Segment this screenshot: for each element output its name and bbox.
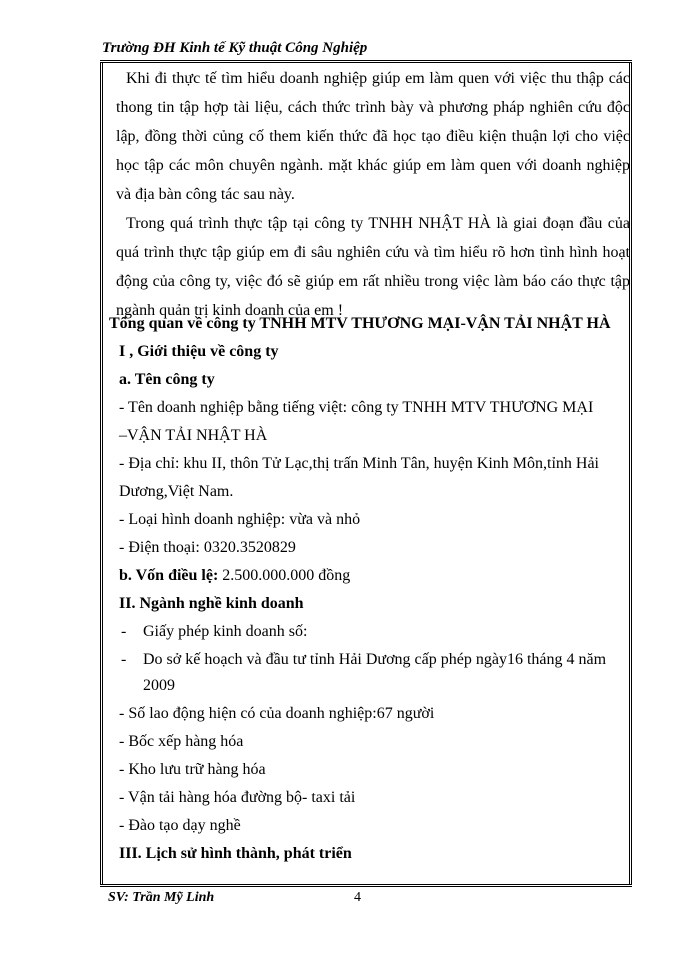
license-line: Giấy phép kinh doanh số: xyxy=(143,623,308,640)
business-line-item: - Bốc xếp hàng hóa xyxy=(119,733,244,750)
capital-value: 2.500.000.000 đồng xyxy=(222,567,351,584)
business-line-item: - Kho lưu trữ hàng hóa xyxy=(119,761,266,778)
business-type-line: - Loại hình doanh nghiệp: vừa và nhỏ xyxy=(119,511,361,528)
capital-line xyxy=(119,566,350,586)
capital-label: b. Vốn điều lệ: xyxy=(119,567,219,584)
issuer-line: Do sở kế hoạch và đầu tư tỉnh Hải Dương cấp phép ngày16 tháng 4 năm xyxy=(143,651,607,668)
address-line: - Địa chỉ: khu II, thôn Tử Lạc,thị trấn Minh Tân, huyện Kinh Môn,tỉnh Hải xyxy=(119,455,599,472)
overview-heading: Tổng quan về công ty TNHH MTV THƯƠNG MẠI-VẬN TẢI NHẬT HÀ xyxy=(109,315,611,332)
left-border xyxy=(100,63,103,885)
license-bullet: - xyxy=(121,623,127,640)
footer-rule xyxy=(100,884,632,887)
address-line-cont: Dương,Việt Nam. xyxy=(119,483,234,500)
section-2-heading: II. Ngành nghề kinh doanh xyxy=(119,595,304,612)
page-header: Trường ĐH Kinh tế Kỹ thuật Công Nghiệp xyxy=(102,40,368,56)
document-body xyxy=(116,64,630,325)
footer-author: SV: Trần Mỹ Linh xyxy=(108,890,215,905)
section-3-heading: III. Lịch sử hình thành, phát triển xyxy=(119,845,352,862)
section-1-heading: I , Giới thiệu về công ty xyxy=(119,343,279,360)
company-name-line-cont: –VẬN TẢI NHẬT HÀ xyxy=(119,427,268,444)
company-name-heading: a. Tên công ty xyxy=(119,371,215,388)
company-name-line: - Tên doanh nghiệp bằng tiếng việt: công ty TNHH MTV THƯƠNG MẠI xyxy=(119,399,594,416)
issuer-line-cont: 2009 xyxy=(143,677,175,694)
phone-line: - Điện thoại: 0320.3520829 xyxy=(119,539,296,556)
internship-paragraph: Trong quá trình thực tập tại công ty TNHH NHẬT HÀ là giai đoạn đầu của quá trình thực tập giúp em đi sâu nghiên cứu và tìm hiểu rõ hơn tình hình hoạt động của công ty, việc đó sẽ giúp em rất nhiều trong việc làm báo cáo thực tập ngành quản trị kinh doanh của em ! xyxy=(116,215,630,319)
issuer-bullet: - xyxy=(121,651,127,668)
business-line-item: - Vận tải hàng hóa đường bộ- taxi tải xyxy=(119,789,356,806)
staff-count-line: - Số lao động hiện có của doanh nghiệp:67 người xyxy=(119,705,435,722)
page-number: 4 xyxy=(354,890,361,905)
intro-paragraph: Khi đi thực tế tìm hiểu doanh nghiệp giúp em làm quen với việc thu thập các thong tin tập hợp tài liệu, cách thức trình bày và phương pháp nghiên cứu độc lập, đồng thời củng cố them kiến thức đã học tạo điều kiện thuận lợi cho việc học tập các môn chuyên ngành. mặt khác giúp em làm quen với doanh nghiệp và địa bàn công tác sau này. xyxy=(116,70,630,203)
business-line-item: - Đào tạo dạy nghề xyxy=(119,817,241,834)
